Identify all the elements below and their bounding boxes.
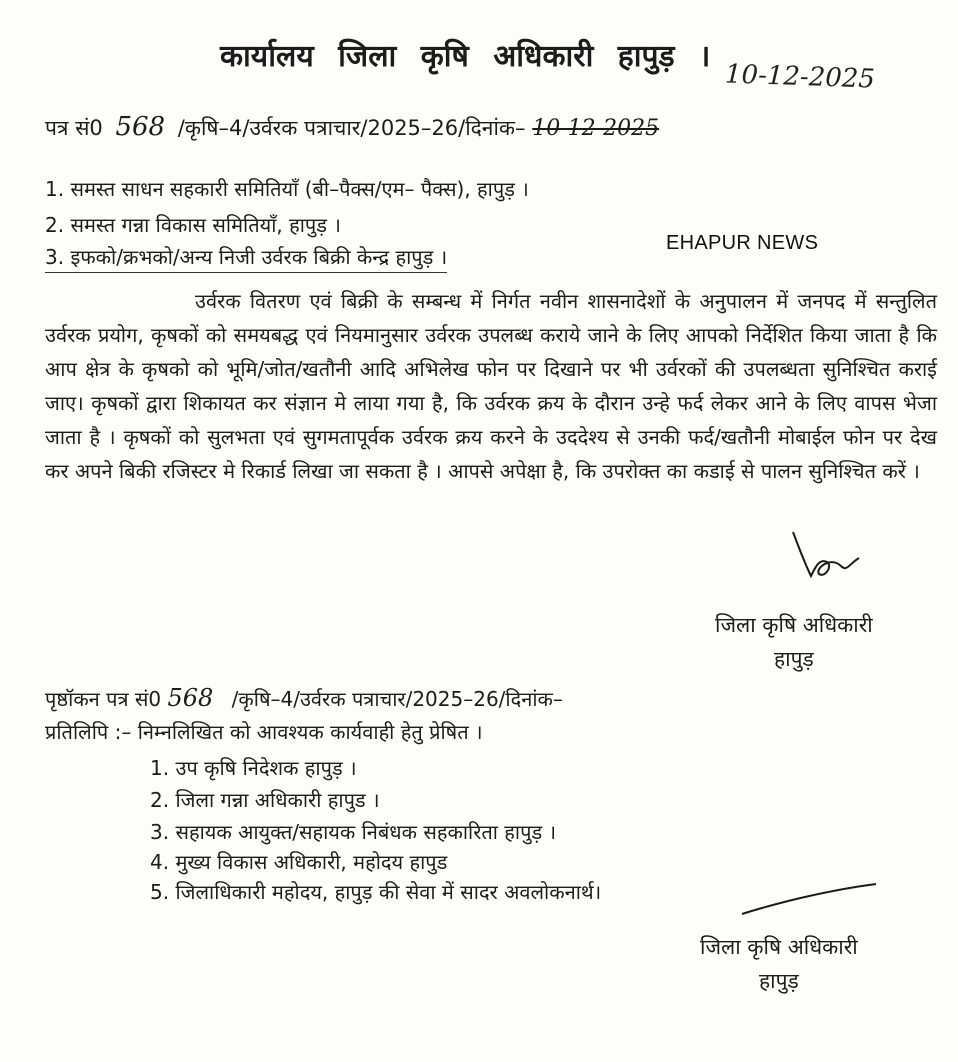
copy-item-3: 3. सहायक आयुक्त/सहायक निबंधक सहकारिता हापुड़ । [150,820,557,844]
signature1-designation: जिला कृषि अधिकारी [715,613,873,637]
endorsement-suffix: /कृषि–4/उर्वरक पत्राचार/2025–26/दिनांक– [231,687,563,711]
signature1-place: हापुड़ [773,647,814,671]
copy-item-5: 5. जिलाधिकारी महोदय, हापुड़ की सेवा में सादर अवलोकनार्थ। [150,880,602,904]
copy-item-4: 4. मुख्य विकास अधिकारी, महोदय हापुड [150,850,448,874]
signature2-designation: जिला कृषि अधिकारी [700,935,858,959]
signature-scrawl-icon [785,528,865,588]
handwritten-date: 10-12-2025 [724,59,876,95]
endorsement-line [45,684,563,712]
reference-suffix: /कृषि–4/उर्वरक पत्राचार/2025–26/दिनांक– [177,116,526,140]
watermark-text: EHAPUR NEWS [666,232,819,254]
reference-line [45,112,659,142]
reference-number: 568 [115,112,166,142]
endorsement-number: 568 [167,684,214,712]
copy-to-line: प्रतिलिपि :– निम्नलिखित को आवश्यक कार्यवाही हेतु प्रेषित । [45,720,483,744]
signature2-place: हापुड़ [758,969,799,993]
addressee-3: 3. इफको/क्रभको/अन्य निजी उर्वरक बिक्री केन्द्र हापुड़ । [45,243,447,273]
addressee-1: 1. समस्त साधन सहकारी समितियाँ (बी–पैक्स/एम– पैक्स), हापुड़ । [45,177,529,201]
addressee-2: 2. समस्त गन्ना विकास समितियाँ, हापुड़ । [45,213,341,237]
signature-block-1 [715,608,873,676]
signature-stroke-icon [740,880,880,920]
copy-item-1: 1. उप कृषि निदेशक हापुड़ । [150,756,357,780]
reference-prefix: पत्र सं0 [45,116,103,140]
signature-block-2 [700,930,858,998]
letter-body: उर्वरक वितरण एवं बिक्री के सम्बन्ध में निर्गत नवीन शासनादेशों के अनुपालन में जनपद में सन्तुलित उर्वरक प्रयोग, कृषकों को समयबद्ध एवं नियमानुसार उर्वरक उपलब्ध कराये जाने के लिए आपको निर्देशित किया जाता है कि आप क्षेत्र के कृषको को भूमि/जोत/खतौनी आदि अभिलेख फोन पर दिखाने पर भी उर्वरकों की उपलब्धता सुनिश्चित कराई जाए। कृषकों द्वारा शिकायत कर संज्ञान मे लाया गया है, कि उर्वरक क्रय के दौरान उन्हे फर्द लेकर आने के लिए वापस भेजा जाता है । कृषकों को सुलभता एवं सुगमतापूर्वक उर्वरक क्रय करने के उददेश्य से उनकी फर्द/खतौनी मोबाईल फोन पर देख कर अपने बिकी रजिस्टर मे रिकार्ड लिखा जा सकता है । आपसे अपेक्षा है, कि उपरोक्त का कडाई से पालन सुनिश्चित करें । [45,289,937,483]
struck-date: 10-12-2025 [532,116,660,141]
endorsement-prefix: पृष्ठॉकन पत्र सं0 [45,687,162,711]
office-title: कार्यालय जिला कृषि अधिकारी हापुड़ । [220,39,711,74]
copy-item-2: 2. जिला गन्ना अधिकारी हापुड । [150,788,380,812]
